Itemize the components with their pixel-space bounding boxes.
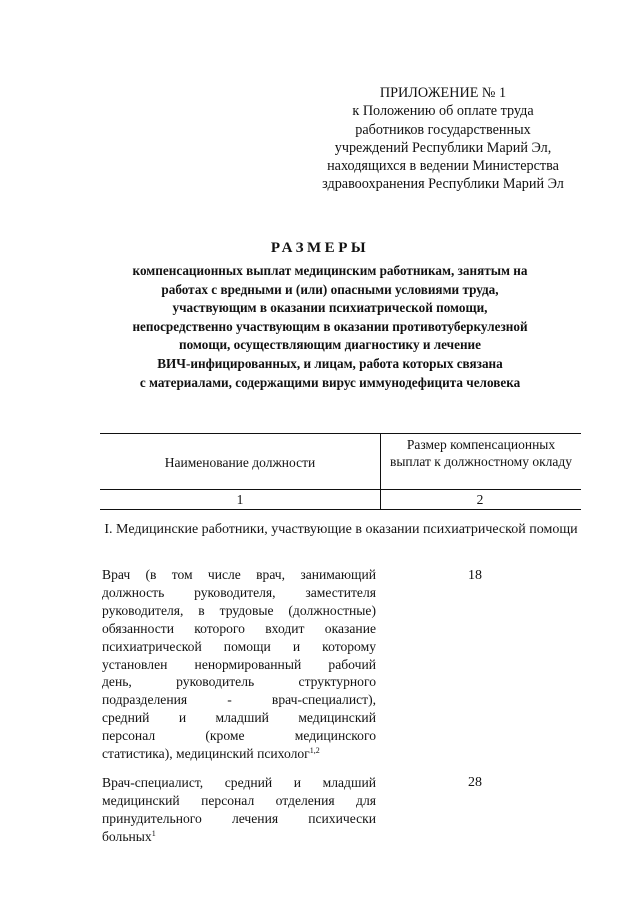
column-header-compensation: Размер компенсационных выплат к должностному окладу xyxy=(389,437,572,469)
section-heading: I. Медицинские работники, участвующие в оказании психиатрической помощи xyxy=(104,522,578,537)
text-line: медицинский персонал отделения для xyxy=(102,792,376,808)
subtitle-line: с материалами, содержащими вирус иммунодефицита человека xyxy=(139,374,521,390)
text-line: принудительного лечения психически xyxy=(102,810,376,826)
text-line: установлен ненормированный рабочий xyxy=(102,656,376,672)
text-line: должность руководителя, заместителя xyxy=(102,584,376,600)
text-line xyxy=(102,745,376,763)
text-line: психиатрической помощи и которому xyxy=(102,638,376,654)
subtitle-line: участвующим в оказании психиатрической помощи, xyxy=(172,300,488,316)
appendix-title: ПРИЛОЖЕНИЕ № 1 xyxy=(379,85,507,101)
appendix-line: работников государственных xyxy=(355,121,531,138)
position-description xyxy=(102,566,376,763)
footnote-marker: 1 xyxy=(151,828,156,838)
table-top-border xyxy=(100,433,581,434)
text-line xyxy=(102,828,376,846)
compensation-value: 18 xyxy=(468,568,482,583)
position-description xyxy=(102,774,376,846)
subtitle-line: помощи, осуществляющим диагностику и лечение xyxy=(178,337,482,353)
document-subtitle xyxy=(80,262,580,392)
text-line: обязанности которого входит оказание xyxy=(102,620,376,636)
compensation-value: 28 xyxy=(468,775,482,790)
appendix-header xyxy=(300,84,586,194)
table-number-row-border xyxy=(100,509,581,510)
table-header-divider xyxy=(100,489,581,490)
appendix-line: находящихся в ведении Министерства xyxy=(327,158,559,175)
text-line-end: статистика), медицинский психолог xyxy=(102,746,310,762)
subtitle-line: непосредственно участвующим в оказании противотуберкулезной xyxy=(132,318,528,334)
column-number-2: 2 xyxy=(476,492,484,507)
text-line: средний и младший медицинский xyxy=(102,710,376,726)
appendix-line: здравоохранения Республики Марий Эл xyxy=(322,176,564,193)
column-number-1: 1 xyxy=(236,492,244,507)
text-line: Врач-специалист, средний и младший xyxy=(102,775,376,790)
column-header-position: Наименование должности xyxy=(164,455,316,470)
subtitle-line: работах с вредными и (или) опасными условиями труда, xyxy=(161,281,499,297)
footnote-marker: 1,2 xyxy=(309,746,320,756)
text-line: подразделения - врач-специалист), xyxy=(102,692,376,708)
document-title: РАЗМЕРЫ xyxy=(270,240,370,256)
text-line: день, руководитель структурного xyxy=(102,674,376,690)
text-line: руководителя, в трудовые (должностные) xyxy=(102,602,376,618)
subtitle-line: компенсационных выплат медицинским работникам, занятым на xyxy=(132,263,528,278)
appendix-line: учреждений Республики Марий Эл, xyxy=(334,139,552,156)
text-line: Врач (в том числе врач, занимающий xyxy=(102,567,376,582)
text-line-end: больных xyxy=(102,828,152,844)
appendix-line: к Положению об оплате труда xyxy=(352,103,534,120)
text-line: персонал (кроме медицинского xyxy=(102,728,376,744)
subtitle-line: ВИЧ-инфицированных, и лицам, работа которых связана xyxy=(157,355,503,371)
